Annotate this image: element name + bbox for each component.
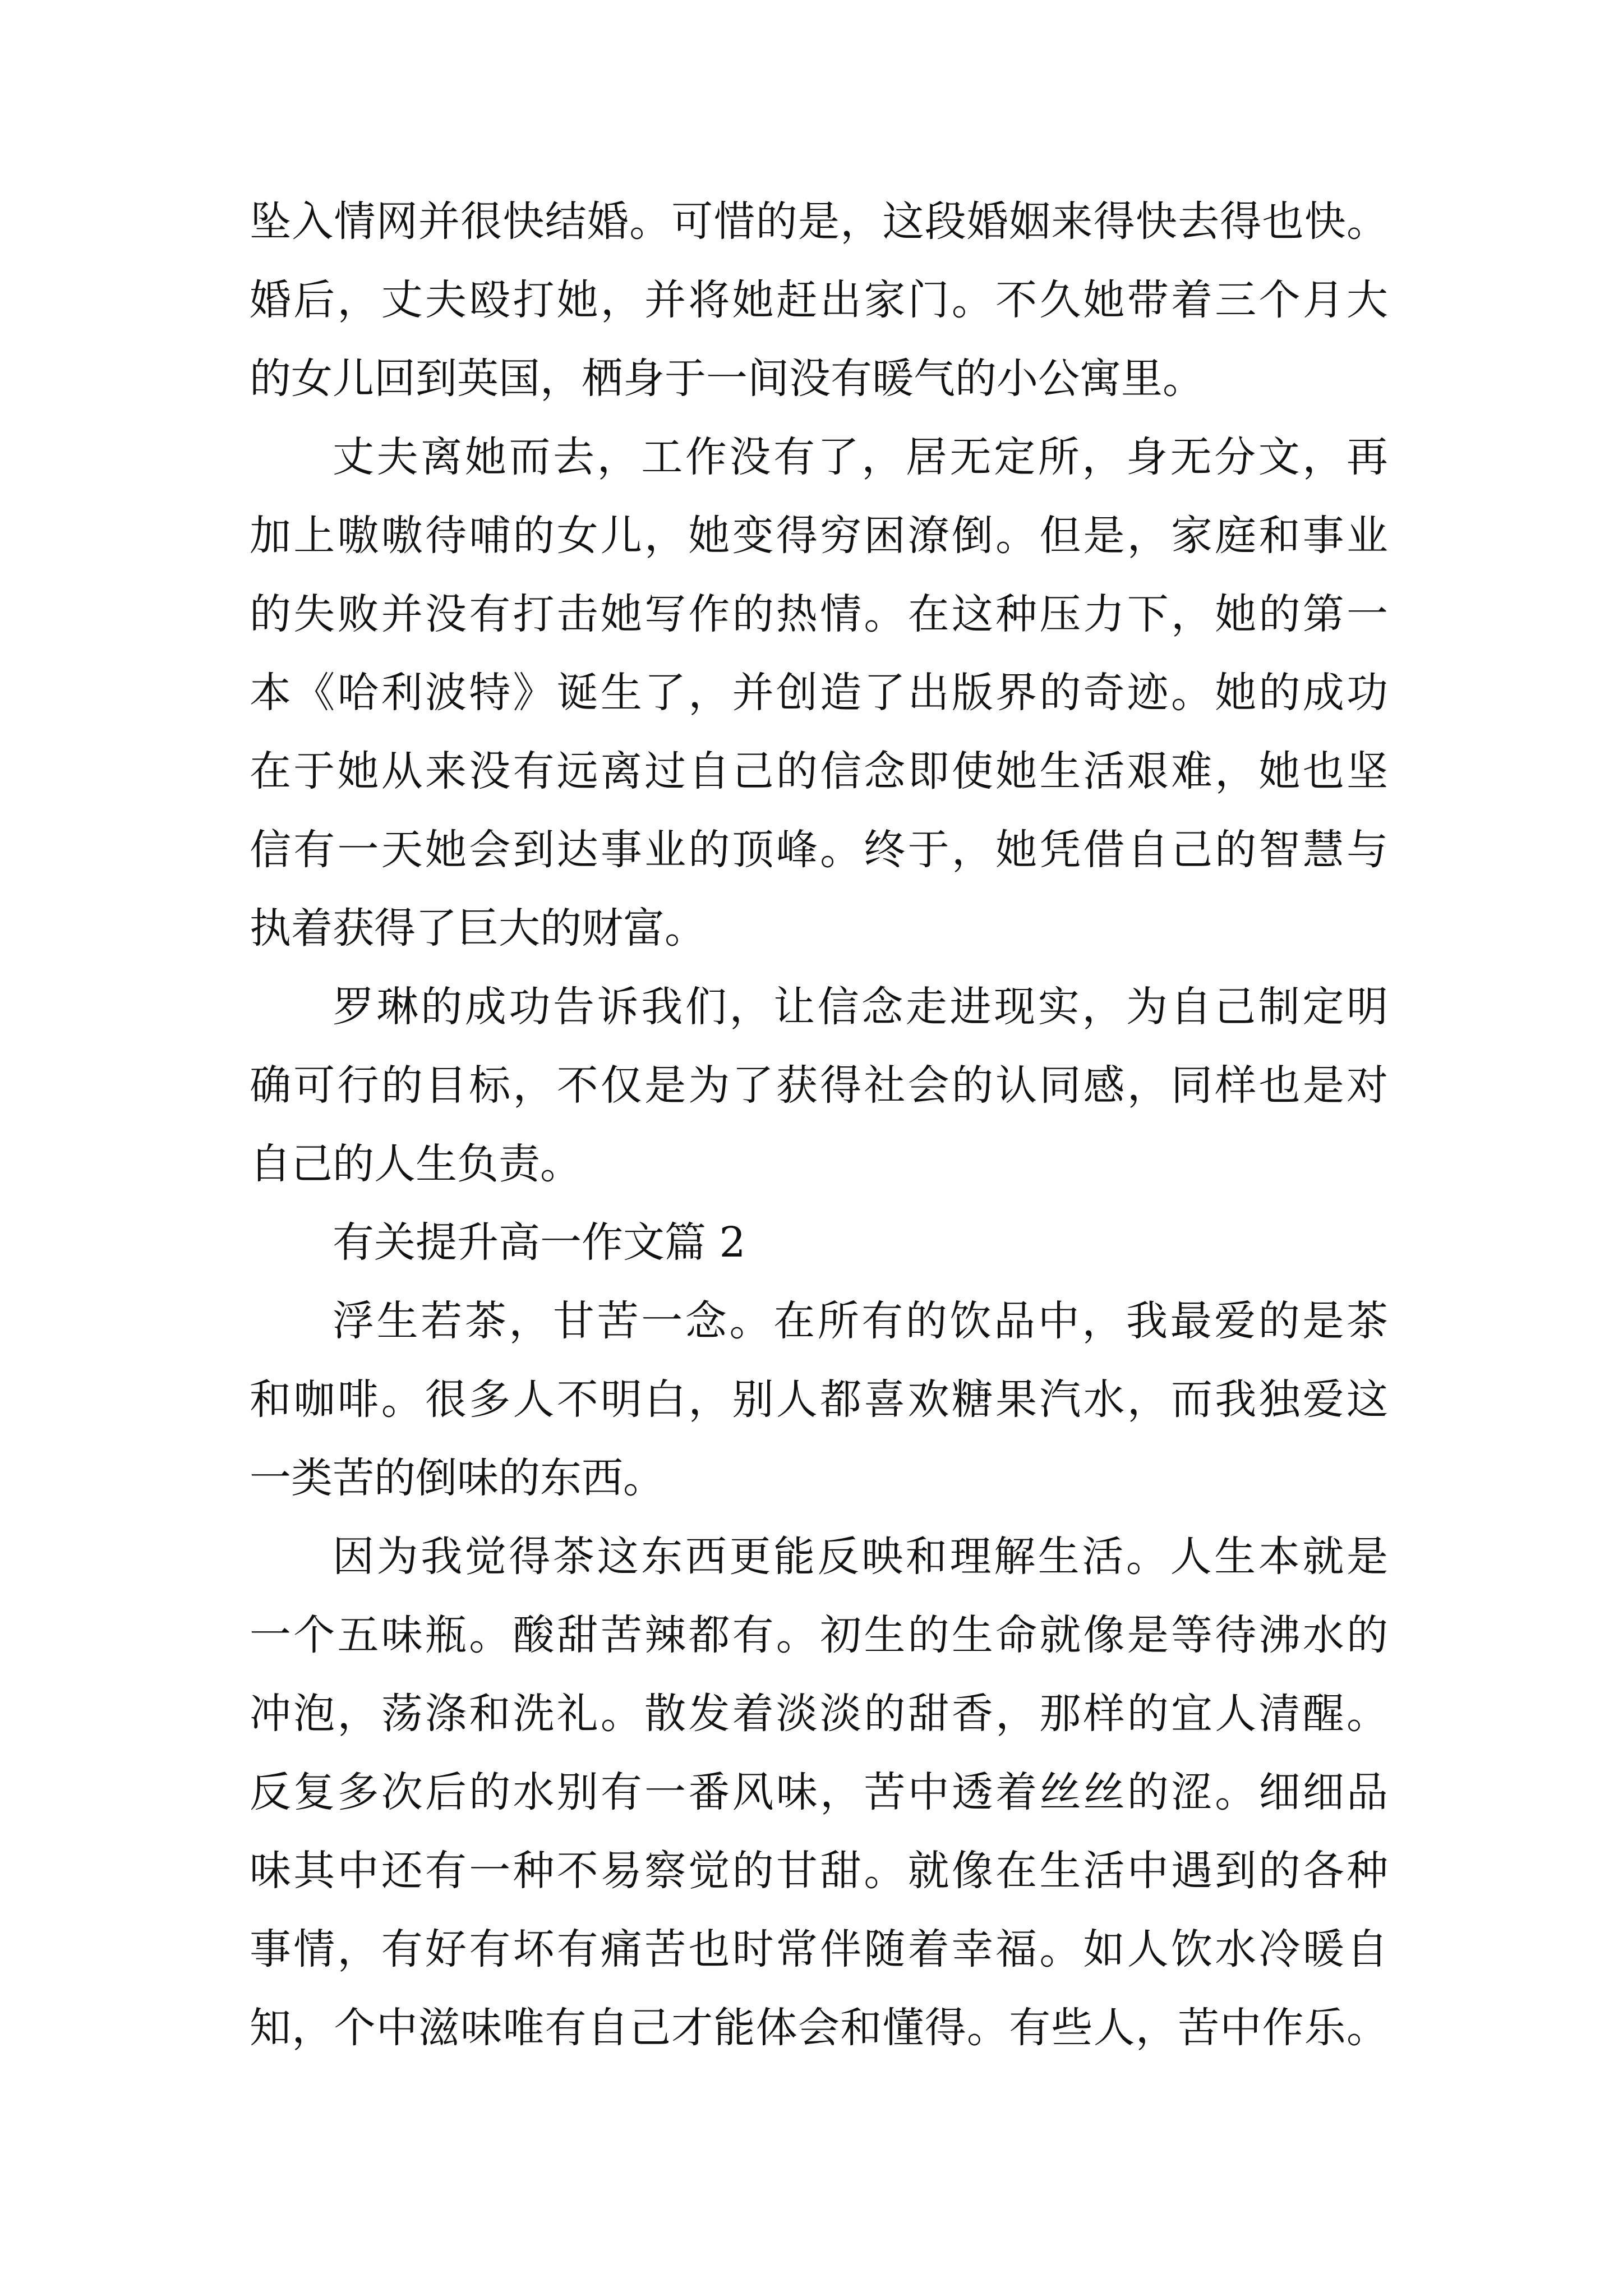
text-line: 因为我觉得茶这东西更能反映和理解生活。人生本就是 [333,1533,1388,1581]
text-line: 的女儿回到英国，栖身于一间没有暖气的小公寓里。 [250,355,1204,403]
text-line: 知，个中滋味唯有自己才能体会和懂得。有些人，苦中作乐。 [250,2004,1388,2052]
document-body [250,182,1388,2067]
text-line: 信有一天她会到达事业的顶峰。终于，她凭借自己的智慧与 [250,826,1388,874]
text-line: 在于她从来没有远离过自己的信念即使她生活艰难，她也坚 [250,747,1388,795]
text-line: 事情，有好有坏有痛苦也时常伴随着幸福。如人饮水冷暖自 [250,1925,1388,1973]
text-line: 执着获得了巨大的财富。 [250,904,706,953]
text-line: 确可行的目标，不仅是为了获得社会的认同感，同样也是对 [250,1061,1388,1110]
text-line: 冲泡，荡涤和洗礼。散发着淡淡的甜香，那样的宜人清醒。 [250,1690,1388,1738]
text-line: 和咖啡。很多人不明白，别人都喜欢糖果汽水，而我独爱这 [250,1375,1388,1424]
text-line: 加上嗷嗷待哺的女儿，她变得穷困潦倒。但是，家庭和事业 [250,512,1388,560]
text-line: 坠入情网并很快结婚。可惜的是，这段婚姻来得快去得也快。 [250,197,1388,246]
text-line: 一类苦的倒味的东西。 [250,1454,665,1502]
text-line: 丈夫离她而去，工作没有了，居无定所，身无分文，再 [333,433,1388,481]
text-line: 浮生若茶，甘苦一念。在所有的饮品中，我最爱的是茶 [333,1297,1388,1345]
text-line: 本《哈利波特》诞生了，并创造了出版界的奇迹。她的成功 [250,669,1388,717]
text-line: 反复多次后的水别有一番风味，苦中透着丝丝的涩。细细品 [250,1768,1388,1816]
text-line: 婚后，丈夫殴打她，并将她赶出家门。不久她带着三个月大 [250,276,1388,324]
text-line: 的失败并没有打击她写作的热情。在这种压力下，她的第一 [250,590,1388,638]
text-line: 罗琳的成功告诉我们，让信念走进现实，为自己制定明 [333,983,1388,1031]
section-heading: 有关提升高一作文篇 2 [333,1218,746,1267]
text-line: 一个五味瓶。酸甜苦辣都有。初生的生命就像是等待沸水的 [250,1611,1388,1659]
text-line: 味其中还有一种不易察觉的甘甜。就像在生活中遇到的各种 [250,1847,1388,1895]
text-line: 自己的人生负责。 [250,1140,582,1188]
